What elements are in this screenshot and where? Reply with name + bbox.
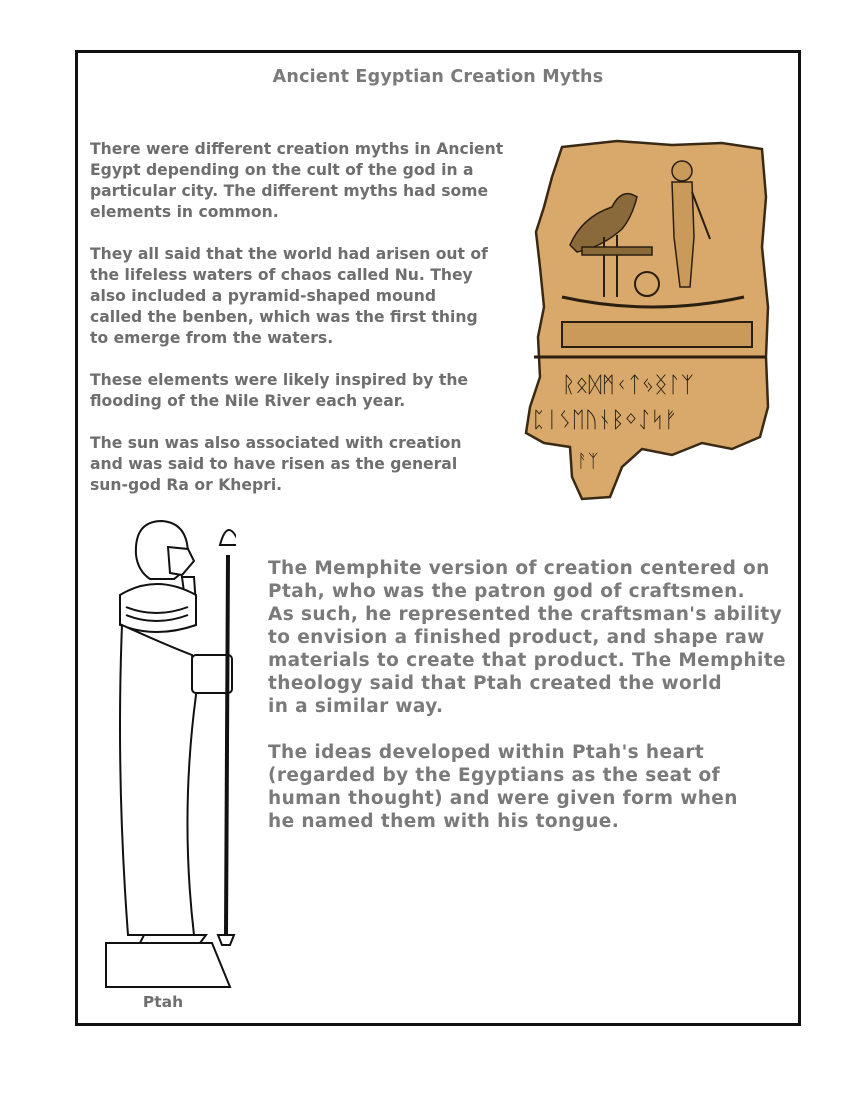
ptah-figure-illustration xyxy=(96,515,236,990)
papyrus-illustration xyxy=(522,137,772,502)
svg-text:ᛈᛁᛊᛖᚢᚾᛒᛜᛇᛋᚠ: ᛈᛁᛊᛖᚢᚾᛒᛜᛇᛋᚠ xyxy=(532,408,678,433)
intro-paragraph: There were different creation myths in Ancient Egypt depending on the cult of the god in a particular city. The different myths had some elements in common. xyxy=(90,140,504,221)
page-title: Ancient Egyptian Creation Myths xyxy=(272,67,604,87)
memphite-text xyxy=(268,557,808,856)
svg-text:ᚱᛟᛞᛗᚲᛏᛃᛝᛚᛉ: ᚱᛟᛞᛗᚲᛏᛃᛝᛚᛉ xyxy=(562,373,695,398)
intro-text xyxy=(90,139,550,517)
memphite-paragraph: The Memphite version of creation centered on Ptah, who was the patron god of craftsmen. As such, he represented the craftsman's ability to envision a finished product, and shape raw materials to create that product. The Memphite theology said that Ptah created the world in a similar way. xyxy=(268,558,786,717)
page-frame xyxy=(75,50,801,1026)
memphite-paragraph: The ideas developed within Ptah's heart (regarded by the Egyptians as the seat of human thought) and were given form when he named them with his tongue. xyxy=(268,742,738,832)
figure-caption: Ptah xyxy=(142,993,184,1011)
intro-paragraph: These elements were likely inspired by the flooding of the Nile River each year. xyxy=(90,371,469,410)
intro-paragraph: The sun was also associated with creation and was said to have risen as the general sun-god Ra or Khepri. xyxy=(90,434,462,494)
svg-text:ᚨᛉ: ᚨᛉ xyxy=(577,451,599,472)
intro-paragraph: They all said that the world had arisen out of the lifeless waters of chaos called Nu. They also included a pyramid-shaped mound called the benben, which was the first thing to emerge from the waters. xyxy=(90,245,488,347)
